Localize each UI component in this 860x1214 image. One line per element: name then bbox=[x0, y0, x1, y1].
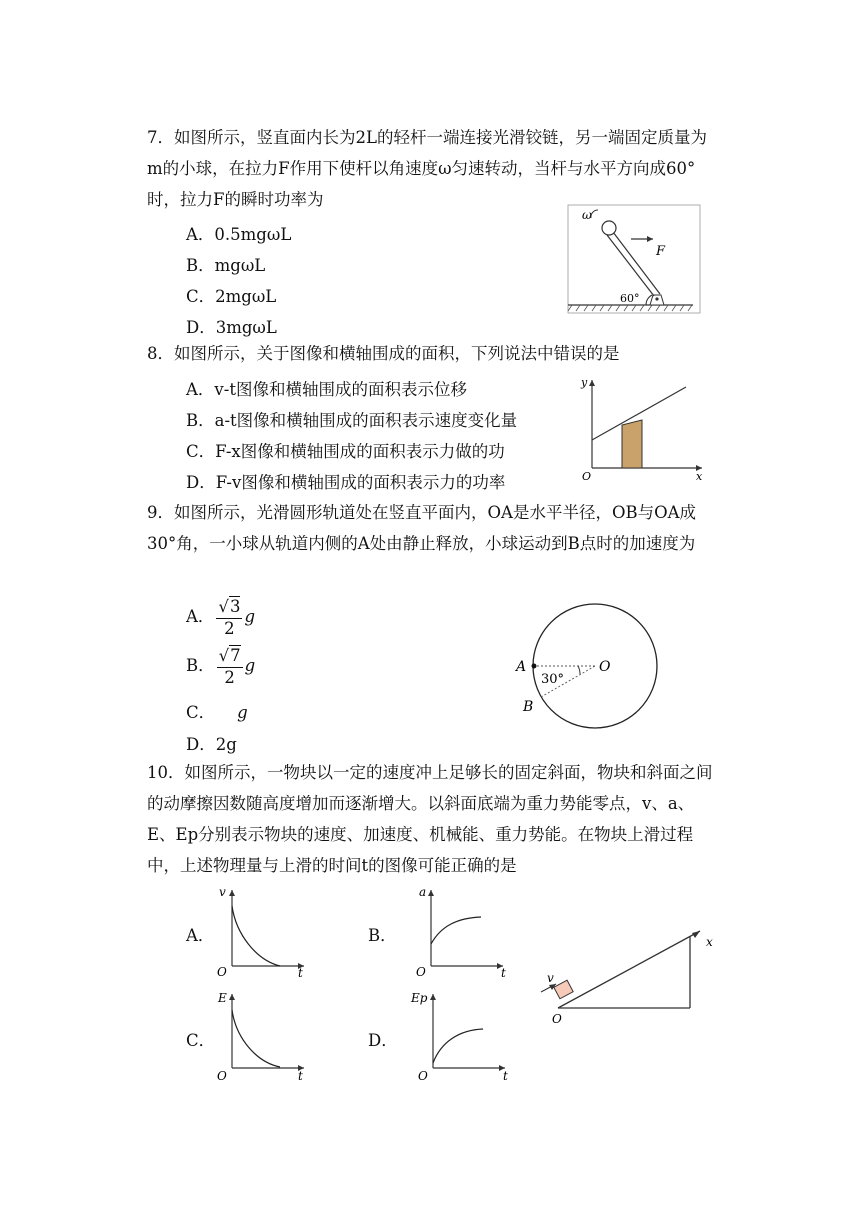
q10-incline-figure bbox=[536, 924, 726, 1024]
graph-d-origin: O bbox=[418, 1069, 428, 1083]
q8-figure bbox=[578, 374, 708, 484]
q8-option-d: D．F-v图像和横轴围成的面积表示力的功率 bbox=[186, 473, 506, 492]
graph-b-t-label: t bbox=[501, 966, 506, 980]
graph-c-origin: O bbox=[217, 1069, 227, 1083]
q9-a-label: A bbox=[516, 659, 527, 675]
q7-figure bbox=[568, 205, 703, 317]
q7-option-b: B．mgωL bbox=[186, 256, 266, 275]
q9-figure bbox=[512, 600, 662, 718]
graph-b-origin: O bbox=[416, 965, 426, 979]
graph-d-t-label: t bbox=[503, 1069, 508, 1083]
q9-option-c: C． g bbox=[186, 703, 248, 722]
q8-option-a: A．v-t图像和横轴围成的面积表示位移 bbox=[186, 380, 467, 399]
q9-option-a: A． $\frac{√3}{2}$ g bbox=[186, 597, 255, 638]
q9-o-label: O bbox=[599, 659, 611, 675]
q8-x-label: x bbox=[696, 470, 703, 483]
q9-option-b: B． $\frac{√7}{2}$ g bbox=[186, 646, 256, 687]
q8-origin-label: O bbox=[582, 470, 592, 483]
q7-option-c: C．2mgωL bbox=[186, 287, 277, 306]
q10-graph-c bbox=[212, 988, 312, 1084]
q7-angle-label: 60° bbox=[620, 292, 640, 305]
q10-graph-b bbox=[411, 884, 511, 980]
incline-v-label: v bbox=[547, 971, 554, 985]
q7-option-a: A．0.5mgωL bbox=[186, 225, 292, 244]
q7-option-d: D．3mgωL bbox=[186, 318, 277, 337]
q7-force-label: F bbox=[656, 244, 666, 259]
q8-option-c: C．F-x图像和横轴围成的面积表示力做的功 bbox=[186, 442, 505, 461]
q9-option-d: D．2g bbox=[186, 735, 237, 754]
q8-option-b: B．a-t图像和横轴围成的面积表示速度变化量 bbox=[186, 411, 518, 430]
question-8-text: 8．如图所示，关于图像和横轴围成的面积，下列说法中错误的是 bbox=[147, 344, 620, 363]
incline-x-label: x bbox=[706, 935, 713, 949]
q10-option-a-label: A． bbox=[186, 926, 215, 945]
q9-b-label: B bbox=[523, 699, 534, 715]
q8-y-label: y bbox=[581, 376, 588, 389]
graph-a-origin: O bbox=[217, 965, 227, 979]
question-7-text: 7．如图所示，竖直面内长为2L的轻杆一端连接光滑铰链，另一端固定质量为m的小球，在拉力F作用下使杆以角速度ω匀速转动，当杆与水平方向成60°时，拉力F的瞬时功率为 bbox=[147, 128, 707, 209]
graph-a-y-label: v bbox=[219, 885, 226, 899]
graph-c-t-label: t bbox=[298, 1069, 303, 1083]
q10-option-b-label: B． bbox=[368, 926, 397, 945]
q7-omega-label: ω bbox=[582, 208, 592, 222]
graph-a-t-label: t bbox=[298, 966, 303, 980]
q10-option-c-label: C． bbox=[186, 1031, 216, 1050]
graph-b-y-label: a bbox=[419, 885, 427, 899]
incline-o-label: O bbox=[552, 1012, 562, 1026]
q9-angle-label: 30° bbox=[541, 672, 565, 687]
graph-d-y-label: Ep bbox=[411, 991, 428, 1005]
q10-graph-d bbox=[411, 988, 511, 1084]
question-9-text: 9．如图所示，光滑圆形轨道处在竖直平面内，OA是水平半径，OB与OA成30°角，一小球从轨道内侧的A处由静止释放，小球运动到B点时的加速度为 bbox=[147, 503, 697, 553]
question-10-text: 10．如图所示，一物块以一定的速度冲上足够长的固定斜面，物块和斜面之间的动摩擦因数随高度增加而逐渐增大。以斜面底端为重力势能零点，v、a、E、Ep分别表示物块的速度、加速度、机械能、重力势能。在物块上滑过程中，上述物理量与上滑的时间t的图像可能正确的是 bbox=[147, 763, 713, 875]
q10-option-d-label: D． bbox=[368, 1031, 398, 1050]
q10-graph-a bbox=[212, 884, 312, 980]
graph-c-y-label: E bbox=[218, 991, 227, 1005]
